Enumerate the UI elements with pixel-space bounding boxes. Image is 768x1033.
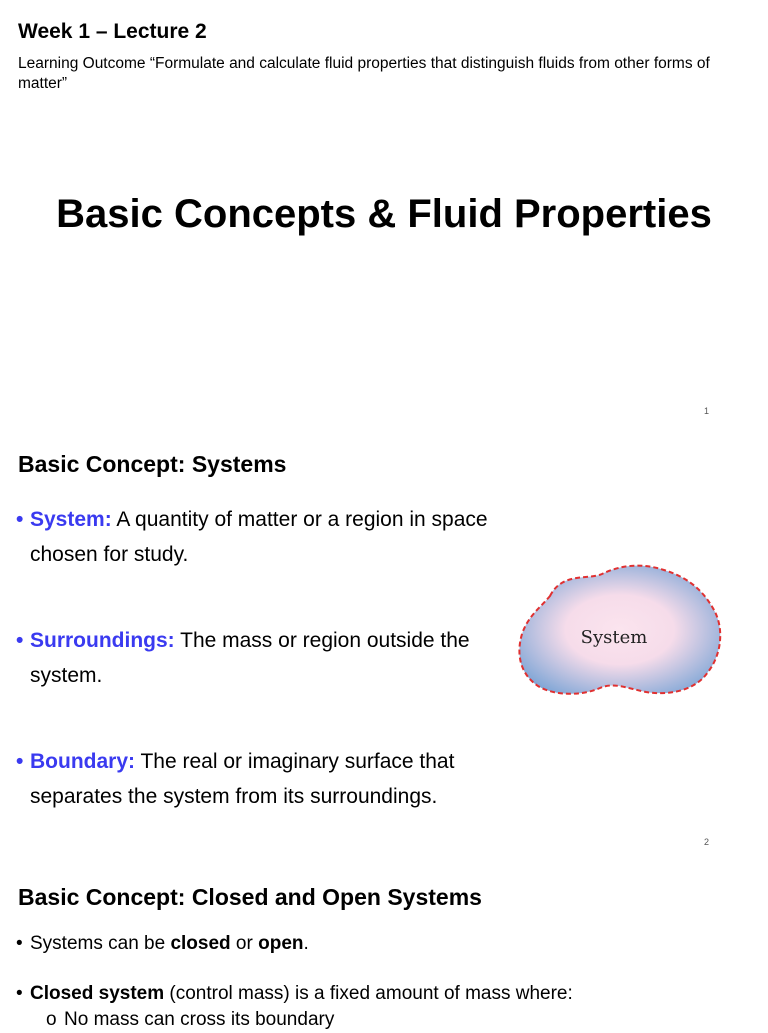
- sub-bullet-no-mass: [46, 1007, 334, 1033]
- bullet-surroundings: [16, 623, 496, 693]
- bullet-marker: •: [16, 933, 23, 954]
- definition-surroundings: The mass or region outside the system.: [30, 629, 470, 687]
- definition-system: A quantity of matter or a region in space chosen for study.: [30, 508, 488, 566]
- page-number: 1: [704, 406, 710, 416]
- bullet-marker: •: [16, 629, 24, 652]
- section-title-closed-open: Basic Concept: Closed and Open Systems: [18, 884, 482, 910]
- bold-closed-system: Closed system: [30, 983, 165, 1004]
- bold-open: open: [258, 933, 304, 954]
- term-system: System:: [30, 508, 112, 531]
- bullet-marker: •: [16, 983, 23, 1004]
- text: (control mass) is a fixed amount of mass where:: [164, 983, 573, 1004]
- page-number: 2: [704, 837, 710, 847]
- sub-bullet-text: No mass can cross its boundary: [64, 1009, 335, 1030]
- bullet-systems-types: [16, 931, 309, 957]
- term-boundary: Boundary:: [30, 750, 135, 773]
- sub-bullet-marker: o: [46, 1009, 57, 1030]
- bold-closed: closed: [170, 933, 231, 954]
- definition-boundary: The real or imaginary surface that separates the system from its surroundings.: [30, 750, 455, 808]
- bullet-boundary: [16, 744, 486, 814]
- text: .: [303, 933, 309, 954]
- bullet-marker: •: [16, 750, 24, 773]
- term-surroundings: Surroundings:: [30, 629, 175, 652]
- system-diagram: [510, 558, 730, 706]
- bullet-closed-system: [16, 981, 573, 1007]
- bullet-system: [16, 502, 496, 572]
- bullet-marker: •: [16, 508, 24, 531]
- learning-outcome: Learning Outcome “Formulate and calculate fluid properties that distinguish fluids from other forms of matter”: [18, 55, 710, 92]
- section-title-systems: Basic Concept: Systems: [18, 451, 287, 477]
- text: or: [230, 933, 259, 954]
- system-label: System: [580, 627, 648, 648]
- main-title: Basic Concepts & Fluid Properties: [56, 192, 712, 236]
- text: Systems can be: [30, 933, 171, 954]
- week-lecture-title: Week 1 – Lecture 2: [18, 20, 207, 43]
